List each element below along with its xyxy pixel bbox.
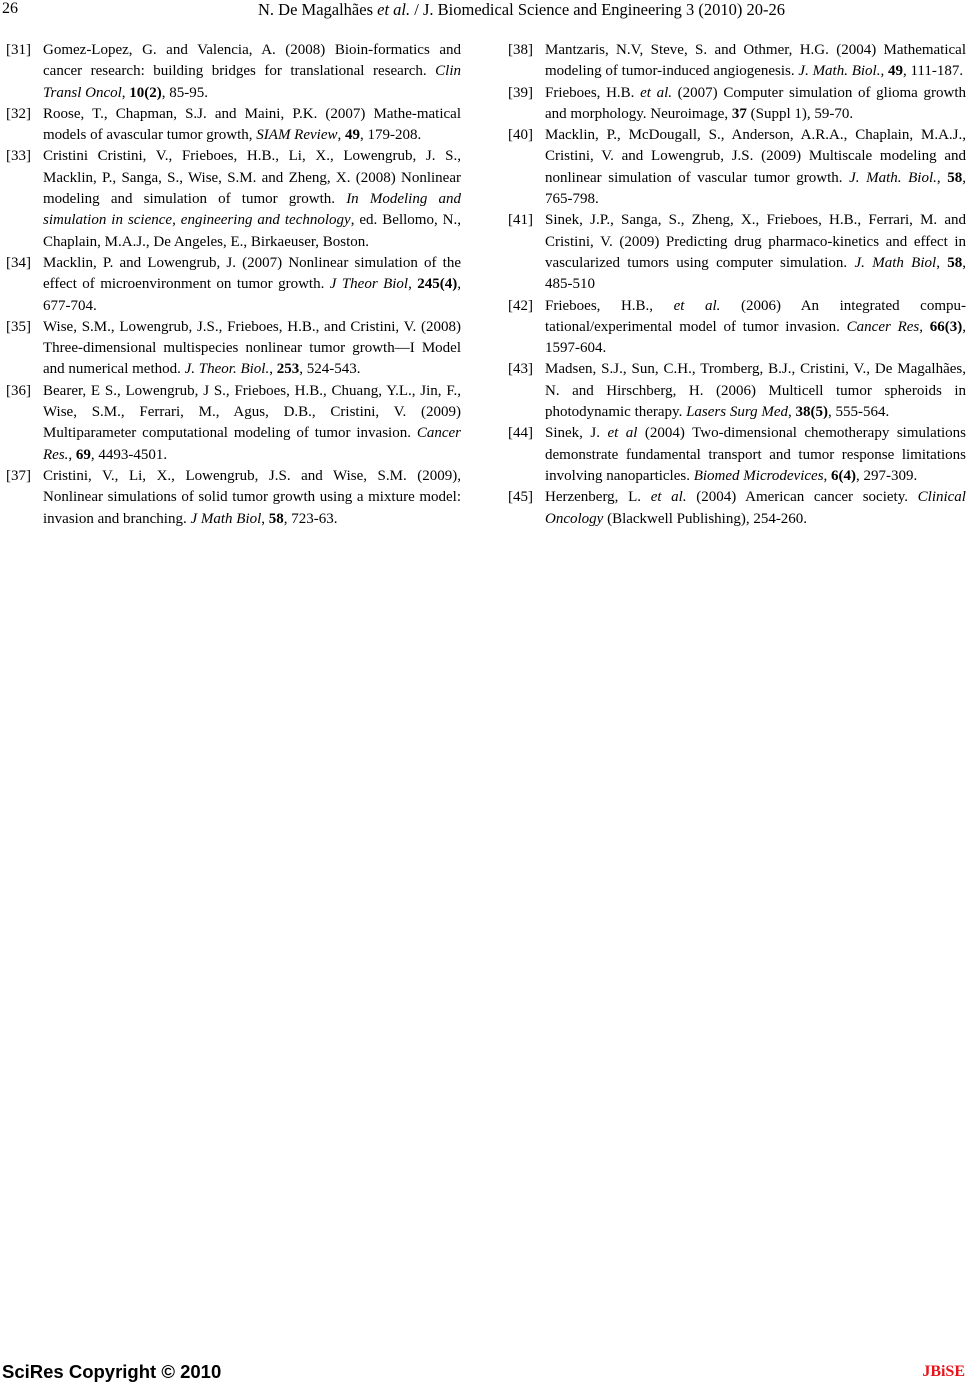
reference-volume: 37 [731,105,747,122]
reference-text: (2007) Computer simulation of glioma growth and morphology. Neuroimage, [545,84,967,122]
reference-text: Cristini Cristini, V., Frieboes, H.B., Li, X., Lowengrub, J. S., Macklin, P., Sanga, S., Wise, S.M. and Zheng, X. (2008) Nonlinear modeling and simulation of tumor growth. [43,148,461,208]
reference-italic-text: et al. [673,297,721,314]
reference-number: [33] [6,148,31,165]
references-left-column [6,40,461,530]
reference-text: , 297-309. [856,467,918,484]
reference-text: , 179-208. [360,127,422,144]
reference-text: , [68,446,76,463]
running-header [258,0,785,20]
reference-text: Herzenberg, L. [545,489,651,506]
reference-text: , [261,510,269,527]
reference-text: Sinek, J. [545,425,608,442]
reference-entry [508,487,966,530]
reference-volume: 58 [947,254,963,271]
reference-text: , 111-187. [902,63,964,80]
reference-entry [508,40,966,83]
reference-text: , [788,404,796,421]
reference-volume: 69 [75,446,91,463]
reference-text: , 485-510 [545,254,967,293]
reference-text: , 677-704. [43,276,462,314]
reference-number: [40] [508,127,533,144]
reference-number: [38] [508,42,533,58]
reference-text: (2004) American cancer society. [686,489,918,506]
reference-text: , 765-798. [545,169,967,208]
reference-text: , [823,467,832,484]
header-authors: N. De Magalhães [258,0,378,19]
reference-text: , [269,361,277,378]
reference-text: , 524-543. [299,361,361,378]
reference-italic-text: In Modeling and simulation in science, engineering and technology [43,191,461,229]
reference-number: [41] [508,212,533,229]
reference-text: Mantzaris, N.V, Steve, S. and Othmer, H.G. (2004) Mathematical modeling of tumor-induced angiogenesis. [545,42,966,80]
reference-italic-text: J Theor Biol [329,276,409,293]
reference-italic-text: Lasers Surg Med [686,404,789,421]
reference-italic-text: Cancer Res [846,318,920,335]
reference-text: Frieboes, H.B., [545,297,674,314]
reference-entry [508,210,966,295]
reference-number: [34] [6,254,31,271]
reference-text: , 723-63. [283,510,338,527]
header-etal: et al. [377,0,411,19]
reference-entry [508,125,966,210]
reference-number: [45] [508,489,533,506]
footer-journal-logo: JBiSE [922,1363,965,1380]
reference-italic-text: Clin Transl Oncol [43,63,461,101]
reference-text: , 4493-4501. [90,446,168,463]
reference-number: [36] [6,382,31,399]
reference-text: , [408,276,418,293]
reference-text: , [936,254,948,271]
reference-number: [44] [508,425,533,442]
reference-text: Cristini, V., Li, X., Lowengrub, J.S. and Wise, S.M. (2009), Nonlinear simulations of solid tumor growth using a mixture model: invasion and branching. [43,467,461,527]
reference-volume: 66(3) [929,318,963,335]
reference-text: Roose, T., Chapman, S.J. and Maini, P.K. (2007) Mathe-matical models of avascular tumor growth, [43,105,461,144]
reference-entry [508,83,966,126]
reference-text: Frieboes, H.B. [545,84,641,101]
reference-text: Macklin, P. and Lowengrub, J. (2007) Nonlinear simulation of the effect of microenvironment on tumor growth. [43,254,461,293]
reference-volume: 245(4) [417,276,458,293]
reference-entry [6,146,461,252]
reference-text: , [880,63,888,80]
reference-number: [42] [508,297,533,314]
reference-text: , 555-564. [828,404,890,421]
reference-italic-text: J. Math. Biol. [849,169,937,186]
reference-italic-text: Cancer Res. [43,425,461,463]
reference-text: , [121,84,130,101]
reference-entry [6,104,461,147]
reference-italic-text: et al [607,425,638,442]
reference-number: [31] [6,42,31,58]
reference-volume: 49 [887,63,903,80]
reference-entry [6,381,461,466]
reference-number: [43] [508,361,533,378]
reference-volume: 58 [268,510,284,527]
reference-text: , [337,127,345,144]
reference-entry [508,359,966,423]
reference-text: Bearer, E S., Lowengrub, J S., Frieboes, H.B., Chuang, Y.L., Jin, F., Wise, S.M., Ferrari, M., Agus, D.B., Cristini, V. (2009) Multiparameter computational modeling of tumor invasion. [43,382,461,442]
reference-italic-text: et al. [640,84,673,101]
reference-text: , [919,318,930,335]
reference-entry [6,40,461,104]
reference-italic-text: J Math Biol [190,510,262,527]
reference-italic-text: Biomed Microdevices [693,467,824,484]
references-right-column [508,40,966,530]
reference-italic-text: SIAM Review [256,127,338,144]
reference-italic-text: J. Math Biol [854,254,937,271]
reference-text: , [936,169,948,186]
reference-entry [6,317,461,381]
reference-text: , ed. Bellomo, N., Chaplain, M.A.J., De Angeles, E., Birkaeuser, Boston. [43,212,461,250]
reference-volume: 6(4) [831,467,857,484]
reference-text: Madsen, S.J., Sun, C.H., Tromberg, B.J., Cristini, V., De Magalhães, N. and Hirschberg, H. (2006) Multicell tumor spheroids in photodynamic therapy. [545,361,966,421]
reference-text: (2004) Two-dimensional chemotherapy simulations demonstrate fundamental transport and tumor response limitations involving nanoparticles. [545,425,966,484]
reference-text: , 1597-604. [545,318,966,357]
reference-italic-text: Clinical Oncology [545,489,966,527]
reference-italic-text: J. Theor. Biol. [184,361,270,378]
reference-text: (Suppl 1), 59-70. [746,105,854,122]
reference-number: [37] [6,467,31,484]
reference-entry [6,253,461,317]
reference-text: (Blackwell Publishing), 254-260. [603,510,808,527]
reference-text: , 85-95. [161,84,209,101]
reference-entry [6,466,461,530]
reference-volume: 49 [345,127,360,144]
reference-entry [508,296,966,360]
page-number: 26 [2,0,18,17]
reference-text: Wise, S.M., Lowengrub, J.S., Frieboes, H.B., and Cristini, V. (2008) Three-dimensional multispecies nonlinear tumor growth—I Model and numerical method. [43,318,461,378]
reference-volume: 10(2) [129,84,162,101]
reference-volume: 253 [276,361,300,378]
reference-text: Gomez-Lopez, G. and Valencia, A. (2008) Bioin-formatics and cancer research: building bridges for translational research. [43,42,461,80]
reference-italic-text: J. Math. Biol. [798,63,881,80]
reference-volume: 38(5) [795,404,829,421]
reference-number: [35] [6,318,31,335]
header-journal: / J. Biomedical Science and Engineering 3 (2010) 20-26 [410,0,785,19]
reference-number: [39] [508,84,533,101]
reference-italic-text: et al. [650,489,687,506]
footer-copyright: SciRes Copyright © 2010 [2,1361,222,1382]
reference-text: Sinek, J.P., Sanga, S., Zheng, X., Frieboes, H.B., Ferrari, M. and Cristini, V. (2009) Predicting drug pharmaco-kinetics and effect in vascularized tumors using computer simulation. [545,212,966,271]
reference-volume: 58 [947,169,963,186]
reference-number: [32] [6,105,31,122]
reference-entry [508,423,966,487]
reference-text: (2006) An integrated compu-tational/experimental model of tumor invasion. [545,297,966,335]
reference-text: Macklin, P., McDougall, S., Anderson, A.R.A., Chaplain, M.A.J., Cristini, V. and Lowengrub, J.S. (2009) Multiscale modeling and nonlinear simulation of vascular tumor growth. [545,127,966,186]
